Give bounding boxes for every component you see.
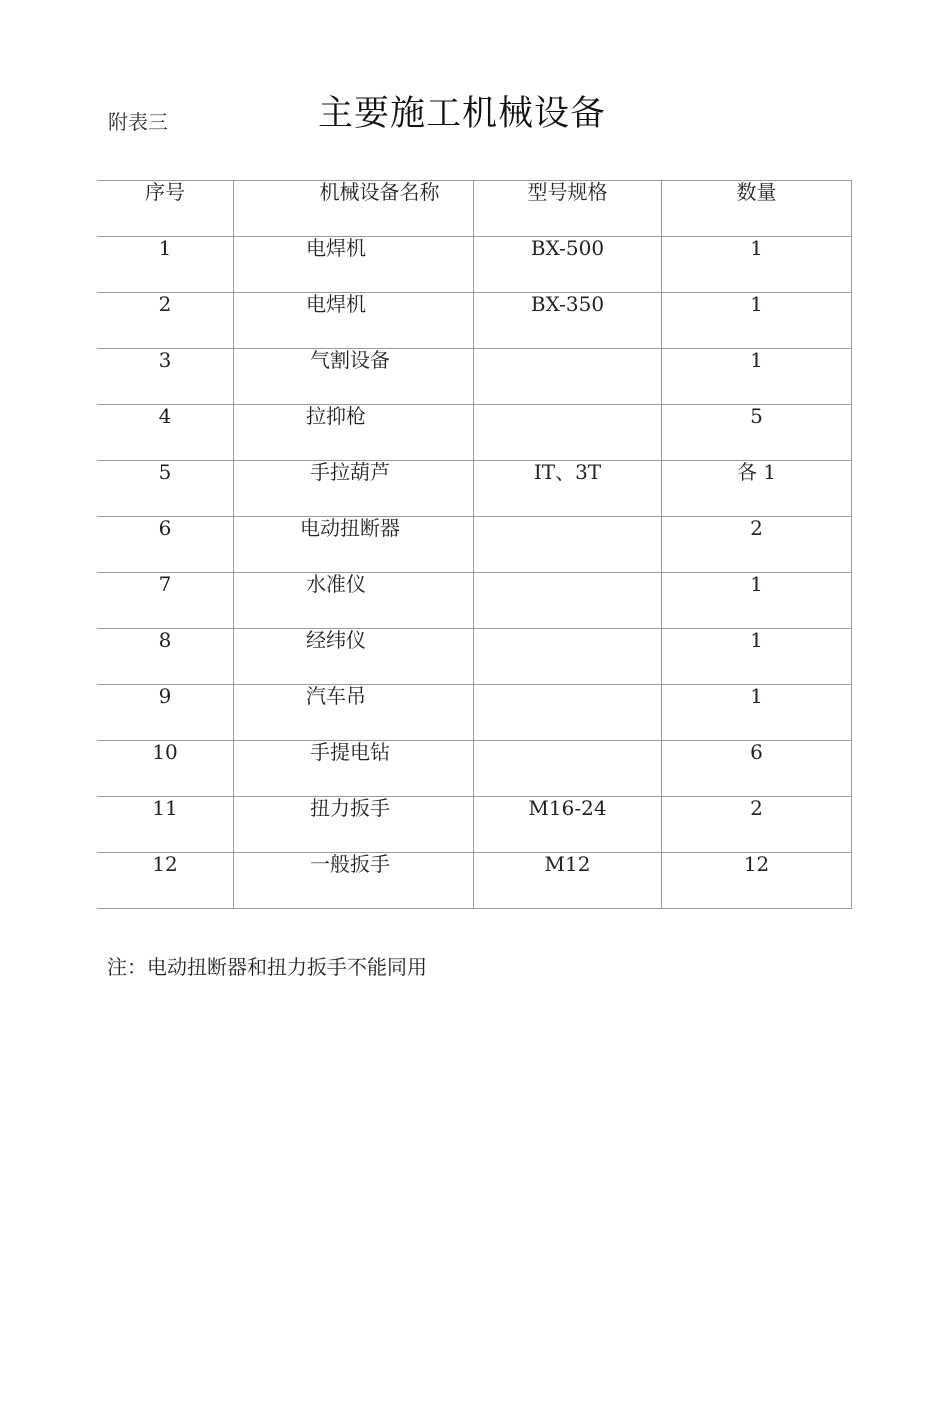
footnote: 注：电动扭断器和扭力扳手不能同用 xyxy=(107,955,427,979)
table-row xyxy=(97,517,852,573)
equipment-name: 拉抑枪 xyxy=(306,404,366,428)
model-spec: M16-24 xyxy=(474,797,662,853)
page-title: 主要施工机械设备 xyxy=(318,94,607,134)
row-number: 8 xyxy=(97,629,234,685)
model-spec: M12 xyxy=(474,853,662,909)
row-number: 10 xyxy=(97,741,234,797)
equipment-name: 水准仪 xyxy=(306,572,366,596)
quantity: 1 xyxy=(662,349,852,405)
equipment-name-cell xyxy=(234,573,474,629)
table-row xyxy=(97,797,852,853)
quantity: 1 xyxy=(662,237,852,293)
quantity: 各 1 xyxy=(662,461,852,517)
quantity: 2 xyxy=(662,517,852,573)
equipment-name-cell xyxy=(234,349,474,405)
equipment-table xyxy=(97,180,852,909)
equipment-name: 电动扭断器 xyxy=(300,516,400,540)
equipment-name: 一般扳手 xyxy=(310,852,390,876)
model-spec xyxy=(474,741,662,797)
equipment-name: 气割设备 xyxy=(310,348,390,372)
row-number: 11 xyxy=(97,797,234,853)
equipment-name-cell xyxy=(234,629,474,685)
table-row xyxy=(97,237,852,293)
row-number: 9 xyxy=(97,685,234,741)
equipment-name-cell xyxy=(234,405,474,461)
equipment-name-cell xyxy=(234,685,474,741)
table-row xyxy=(97,461,852,517)
table-header-row xyxy=(97,181,852,237)
equipment-name-cell xyxy=(234,293,474,349)
equipment-name: 手拉葫芦 xyxy=(310,460,390,484)
row-number: 2 xyxy=(97,293,234,349)
quantity: 2 xyxy=(662,797,852,853)
row-number: 3 xyxy=(97,349,234,405)
row-number: 1 xyxy=(97,237,234,293)
row-number: 5 xyxy=(97,461,234,517)
equipment-name: 电焊机 xyxy=(306,292,366,316)
row-number: 7 xyxy=(97,573,234,629)
equipment-name-cell xyxy=(234,517,474,573)
row-number: 6 xyxy=(97,517,234,573)
column-header-spec: 型号规格 xyxy=(474,181,662,237)
table-row xyxy=(97,405,852,461)
column-header-name-text: 机械设备名称 xyxy=(319,180,440,204)
quantity: 1 xyxy=(662,685,852,741)
equipment-name: 汽车吊 xyxy=(306,684,366,708)
table-row xyxy=(97,293,852,349)
model-spec xyxy=(474,685,662,741)
model-spec: BX-500 xyxy=(474,237,662,293)
equipment-name: 手提电钻 xyxy=(310,740,390,764)
equipment-name-cell xyxy=(234,237,474,293)
quantity: 1 xyxy=(662,573,852,629)
equipment-name-cell xyxy=(234,797,474,853)
quantity: 6 xyxy=(662,741,852,797)
model-spec xyxy=(474,517,662,573)
equipment-name-cell xyxy=(234,853,474,909)
equipment-name-cell xyxy=(234,741,474,797)
table-body xyxy=(97,237,852,909)
model-spec xyxy=(474,573,662,629)
quantity: 1 xyxy=(662,629,852,685)
table-row xyxy=(97,349,852,405)
table-row xyxy=(97,573,852,629)
model-spec: BX-350 xyxy=(474,293,662,349)
model-spec xyxy=(474,349,662,405)
quantity: 1 xyxy=(662,293,852,349)
table-row xyxy=(97,685,852,741)
equipment-name-cell xyxy=(234,461,474,517)
column-header-no: 序号 xyxy=(97,181,234,237)
quantity: 5 xyxy=(662,405,852,461)
table-row xyxy=(97,853,852,909)
appendix-label: 附表三 xyxy=(108,110,168,134)
model-spec xyxy=(474,405,662,461)
model-spec: IT、3T xyxy=(474,461,662,517)
row-number: 12 xyxy=(97,853,234,909)
equipment-name: 扭力扳手 xyxy=(310,796,390,820)
table-row xyxy=(97,629,852,685)
quantity: 12 xyxy=(662,853,852,909)
equipment-name: 电焊机 xyxy=(306,236,366,260)
table-row xyxy=(97,741,852,797)
row-number: 4 xyxy=(97,405,234,461)
model-spec xyxy=(474,629,662,685)
column-header-qty: 数量 xyxy=(662,181,852,237)
column-header-name xyxy=(234,181,474,237)
equipment-name: 经纬仪 xyxy=(306,628,366,652)
